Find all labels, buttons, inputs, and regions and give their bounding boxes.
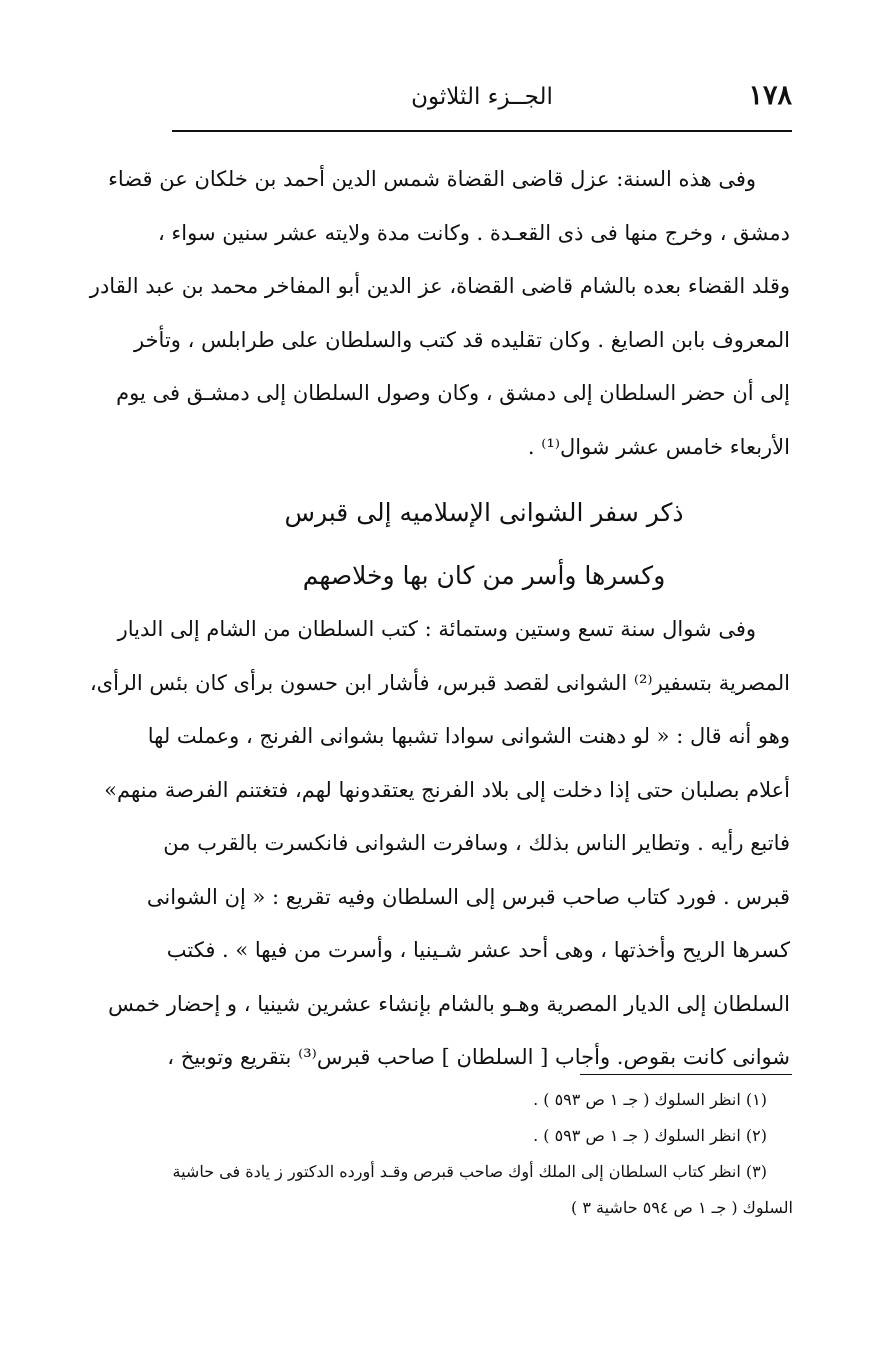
text-line: الأربعاء خامس عشر شوال⁽¹⁾ .: [527, 434, 790, 459]
footnote-2: (٢) انظر السلوك ( جـ ١ ص ٥٩٣ ) .: [533, 1126, 767, 1145]
footnote-3-continued: السلوك ( جـ ١ ص ٥٩٤ حاشية ٣ ): [571, 1198, 793, 1217]
text-line: المصرية بتسفير⁽²⁾ الشوانى لقصد قبرس، فأشار ابن حسون برأى كان بئس الرأى،: [89, 670, 790, 695]
footnote-1: (١) انظر السلوك ( جـ ١ ص ٥٩٣ ) .: [533, 1090, 767, 1109]
footnotes: [165, 1082, 793, 1226]
text-line: وقلد القضاء بعده بالشام قاضى القضاة، عز الدين أبو المفاخر محمد بن عبد القادر: [89, 274, 790, 298]
section-heading-line-1: ذكر سفر الشوانى الإسلاميه إلى قبرس: [284, 498, 684, 527]
text-line: إلى أن حضر السلطان إلى دمشق ، وكان وصول السلطان إلى دمشـق فى يوم: [116, 381, 790, 405]
text-line: شوانى كانت بقوص. وأجاب [ السلطان ] صاحب قبرس⁽³⁾ بتقريع وتوبيخ ،: [167, 1045, 790, 1069]
text-line: وهو أنه قال : « لو دهنت الشوانى سوادا تشبها بشوانى الفرنج ، وعملت لها: [147, 724, 790, 748]
footnote-rule: [580, 1074, 792, 1075]
text-line: وفى شوال سنة تسع وستين وستمائة : كتب السلطان من الشام إلى الديار: [117, 617, 756, 641]
page-header: [172, 80, 792, 124]
header-rule: [172, 130, 792, 132]
text-line: قبرس . فورد كتاب صاحب قبرس إلى السلطان وفيه تقريع : « إن الشوانى: [146, 884, 790, 909]
text-line: فاتبع رأيه . وتطاير الناس بذلك ، وسافرت الشوانى فانكسرت بالقرب من: [163, 831, 790, 855]
text-line: السلطان إلى الديار المصرية وهـو بالشام بإنشاء عشرين شينيا ، و إحضار خمس: [108, 991, 790, 1016]
text-line: دمشق ، وخرج منها فى ذى القعـدة . وكانت مدة ولايته عشر سنين سواء ،: [157, 220, 790, 245]
running-title: الجــزء الثلاثون: [411, 84, 553, 110]
paragraph-2: [89, 603, 790, 1085]
paragraph-1: [89, 153, 790, 474]
section-heading-line-2: وكسرها وأسر من كان بها وخلاصهم: [302, 561, 666, 590]
text-line: وفى هذه السنة: عزل قاضى القضاة شمس الدين أحمد بن خلكان عن قضاء: [108, 167, 756, 191]
text-line: كسرها الريح وأخذتها ، وهى أحد عشر شـينيا ، وأسرت من فيها » . فكتب: [166, 938, 790, 962]
footnote-3: (٣) انظر كتاب السلطان إلى الملك أوك صاحب قبرص وقـد أورده الدكتور ز يادة فى حاشية: [172, 1162, 767, 1181]
page-number: ١٧٨: [748, 80, 792, 111]
text-line: أعلام بصلبان حتى إذا دخلت إلى بلاد الفرنج يعتقدونها لهم، فتغتنم الفرصة منهم»: [104, 777, 790, 802]
text-line: المعروف بابن الصايغ . وكان تقليده قد كتب والسلطان على طرابلس ، وتأخر: [133, 327, 790, 352]
